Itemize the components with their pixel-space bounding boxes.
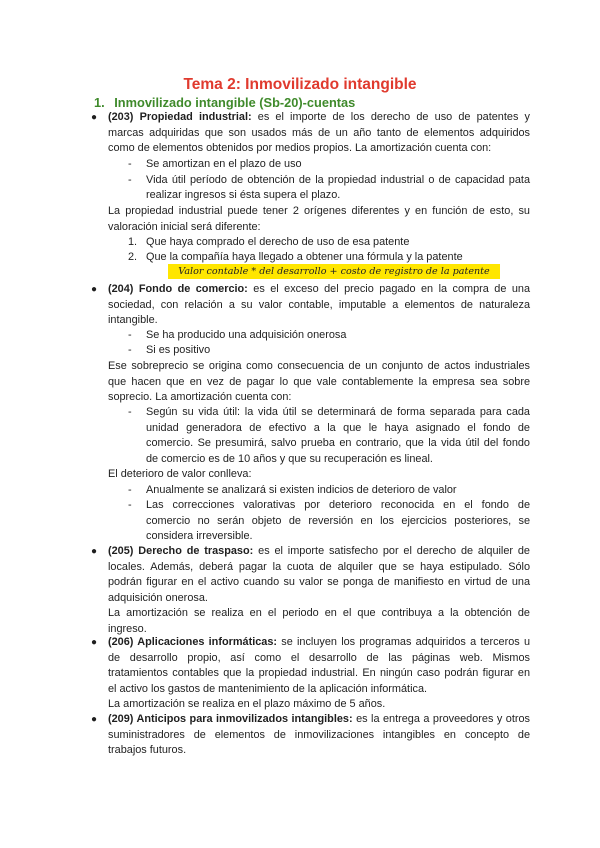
- bullet-icon: ●: [91, 637, 98, 648]
- b204-dash3-l3: comercio. Se presumirá, salvo prueba en contrario, que la vida útil del fondo: [146, 437, 530, 449]
- b205-code: (205) Derecho de traspaso:: [108, 545, 254, 557]
- b204-dash5-l3: considera irreversible.: [146, 530, 253, 542]
- b203-code: (203) Propiedad industrial:: [108, 111, 252, 123]
- b206-line5: La amortización se realiza en el plazo máximo de 5 años.: [108, 698, 386, 710]
- b203-num2: 2.: [128, 250, 138, 263]
- b209-line3: trabajos futuros.: [108, 744, 187, 756]
- b203-dash1: Se amortizan en el plazo de uso: [146, 158, 302, 170]
- bullet-icon: ●: [91, 284, 98, 295]
- b203-line2: marcas adquiridas que son usados más de un año tanto de elementos adquiridos: [108, 126, 530, 139]
- page-title: Tema 2: Inmovilizado intangible: [183, 76, 417, 93]
- b205-line1: [108, 544, 530, 560]
- b206-text1: se incluyen los programas adquiridos a terceros u: [281, 636, 531, 648]
- b203-dash2-l2: realizar ingresos si ésta supera el plazo.: [146, 189, 341, 201]
- b206-code: (206) Aplicaciones informáticas:: [108, 636, 278, 648]
- bullet-icon: ●: [91, 714, 98, 725]
- b209-code: (209) Anticipos para inmovilizados intangibles:: [108, 713, 353, 725]
- b203-para-l1: La propiedad industrial puede tener 2 orígenes diferentes y en función de esto, su: [108, 205, 530, 217]
- b204-code: (204) Fondo de comercio:: [108, 283, 248, 295]
- b204-line1: [108, 282, 530, 298]
- dash-icon: -: [128, 499, 132, 511]
- b203-line3: como de elementos obtenidos por medios propios. La amortización cuenta con:: [108, 142, 492, 154]
- section-heading-text: Inmovilizado intangible (Sb-20)-cuentas: [114, 95, 356, 110]
- dash-icon: -: [128, 344, 132, 356]
- b206-line2: de desarrollo propio, así como el desarrollo de las páginas web. Mismos: [108, 651, 530, 664]
- b205-line6: ingreso.: [108, 622, 147, 635]
- b206-line3: tratamientos contables que la propiedad industrial. En ningún caso podrán figurar en: [108, 667, 530, 679]
- section-number: 1.: [94, 95, 105, 110]
- b205-line3: podrán figurar en el activo cuando su valor se ponga de manifiesto en virtud de una: [108, 576, 530, 588]
- dash-icon: -: [128, 173, 132, 186]
- formula-highlight: Valor contable * del desarrollo + costo de registro de la patente: [168, 264, 500, 279]
- dash-icon: -: [128, 329, 132, 341]
- bullet-icon: ●: [91, 112, 98, 123]
- b209-text1: es la entrega a proveedores y otros: [356, 713, 531, 725]
- b209-line2: suministradores de elementos de inmovilizaciones intangibles en concepto de: [108, 728, 530, 741]
- b204-dash4: Anualmente se analizará si existen indicios de deterioro de valor: [146, 483, 457, 496]
- dash-icon: -: [128, 483, 132, 496]
- b205-line2: locales. Además, deberá pagar la cuota de alquiler que se haya estipulado. Sólo: [108, 560, 530, 573]
- dash-icon: -: [128, 158, 132, 170]
- b204-dash3-l4: de comercio es de 10 años y que su recuperación es lineal.: [146, 452, 433, 465]
- b204-dash1: Se ha producido una adquisición onerosa: [146, 329, 347, 341]
- b204-dash3-l2: unidad generadora de efectivo a la que le haya asignado el fondo de: [146, 421, 530, 434]
- b203-item1: Que haya comprado el derecho de uso de esa patente: [146, 236, 410, 248]
- b204-para-l1: Ese sobreprecio se origina como consecuencia de un conjunto de actos industriales: [108, 360, 530, 372]
- b203-para-l2: valoración inicial será diferente:: [108, 220, 261, 233]
- b204-line2: sociedad, con relación a su valor contable, imputable a elementos de naturaleza: [108, 298, 530, 311]
- section-heading: [94, 95, 355, 110]
- b203-dash2-l1: Vida útil período de obtención de la propiedad industrial o de capacidad pata: [146, 173, 530, 186]
- b203-text1: es el importe de los derecho de uso de patentes y: [257, 111, 530, 123]
- b204-dash3-l1: Según su vida útil: la vida útil se determinará de forma separada para cada: [146, 406, 530, 418]
- b204-line3: intangible.: [108, 314, 158, 326]
- b204-dash2: Si es positivo: [146, 344, 211, 356]
- b204-para-l3: soprecio. La amortización cuenta con:: [108, 391, 292, 403]
- bullet-icon: ●: [91, 546, 98, 557]
- b204-para-l2: que hacen que en vez de pagar lo que vale contablemente la empresa sea sobre: [108, 375, 530, 388]
- b204-dash5-l2: comercio no serán objeto de reversión en los ejercicios posteriores, se: [146, 514, 530, 527]
- b205-line4: adquisición onerosa.: [108, 591, 208, 604]
- b206-line1: [108, 635, 530, 651]
- b204-dash5-l1: Las correcciones valorativas por deterioro reconocida en el fondo de: [146, 499, 530, 511]
- b203-num1: 1.: [128, 236, 138, 248]
- b203-item2: Que la compañía haya llegado a obtener una fórmula y la patente: [146, 250, 463, 263]
- b209-line1: [108, 712, 530, 728]
- b205-text1: es el importe satisfecho por el derecho de alquiler de: [258, 545, 530, 557]
- b204-text1: es el exceso del precio pagado en la compra de una: [253, 283, 530, 295]
- b204-deterioro: El deterioro de valor conlleva:: [108, 468, 252, 480]
- dash-icon: -: [128, 406, 132, 418]
- b206-line4: el activo los gastos de mantenimiento de la aplicación informática.: [108, 682, 428, 695]
- b205-line5: La amortización se realiza en el periodo en el que contribuya a la obtención de: [108, 607, 530, 619]
- b203-line1: [108, 110, 530, 126]
